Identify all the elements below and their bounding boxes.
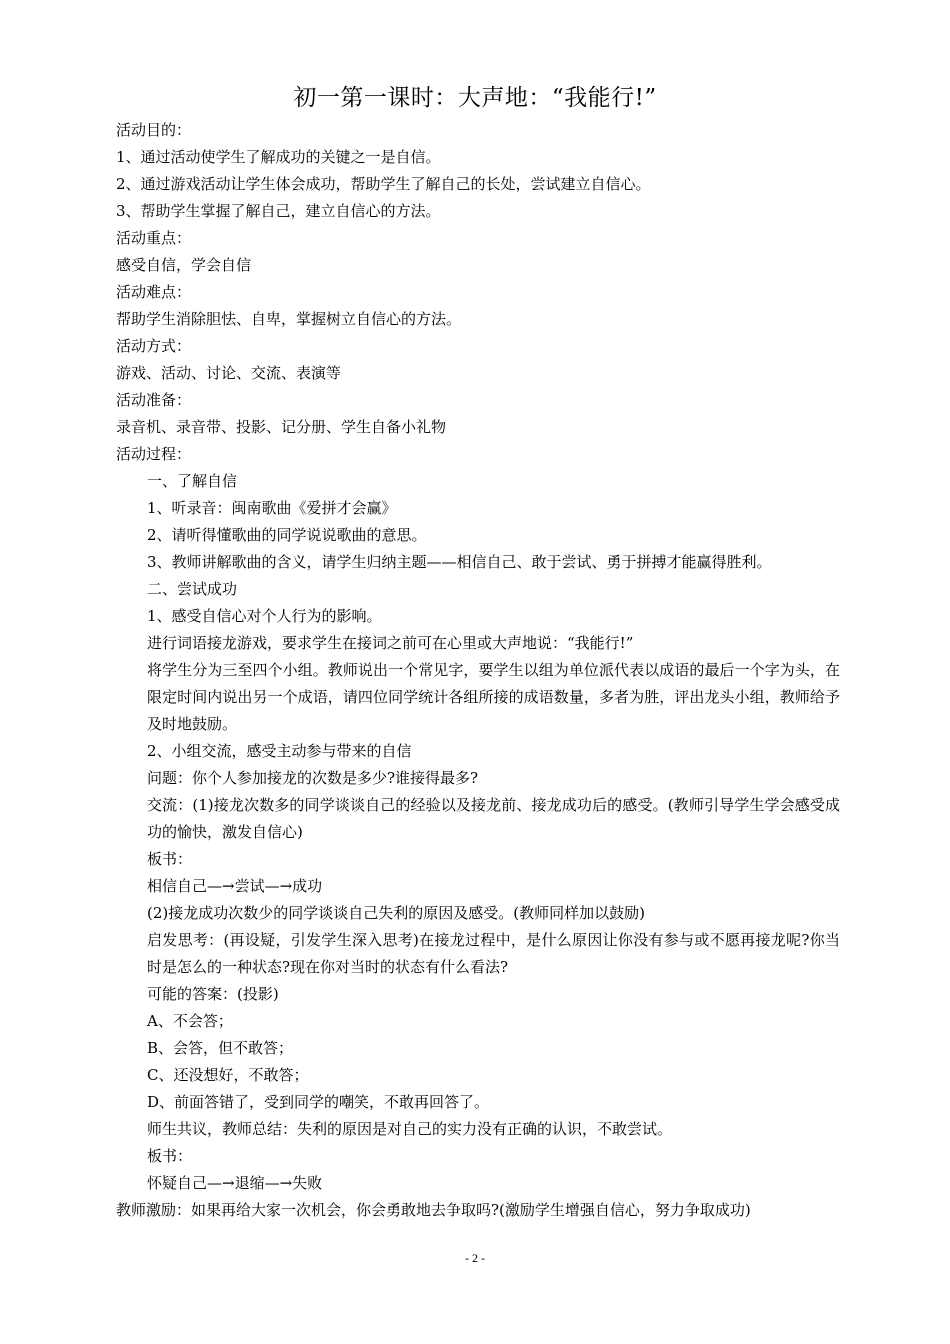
paragraph: 游戏、活动、讨论、交流、表演等 bbox=[116, 364, 342, 382]
paragraph: 活动准备： bbox=[116, 391, 192, 409]
paragraph: 交流：(1)接龙次数多的同学谈谈自己的经验以及接龙前、接龙成功后的感受。(教师引导学生学会感受成功的愉快，激发自信心) bbox=[147, 796, 840, 841]
paragraph: 1、听录音：闽南歌曲《爱拼才会赢》 bbox=[147, 499, 397, 517]
paragraph: 2、请听得懂歌曲的同学说说歌曲的意思。 bbox=[147, 526, 427, 544]
paragraph: 1、通过活动使学生了解成功的关键之一是自信。 bbox=[116, 148, 441, 166]
paragraph: 二、尝试成功 bbox=[147, 580, 238, 598]
paragraph: 进行词语接龙游戏，要求学生在接词之前可在心里或大声地说：“我能行!” bbox=[147, 634, 634, 652]
paragraph: 教师激励：如果再给大家一次机会，你会勇敢地去争取吗?(激励学生增强自信心，努力争取成功) bbox=[116, 1201, 751, 1219]
paragraph: 活动难点： bbox=[116, 283, 192, 301]
paragraph: 活动方式： bbox=[116, 337, 192, 355]
paragraph: 2、小组交流，感受主动参与带来的自信 bbox=[147, 742, 412, 760]
paragraph: 3、帮助学生掌握了解自己，建立自信心的方法。 bbox=[116, 202, 441, 220]
paragraph: 将学生分为三至四个小组。教师说出一个常见字，要学生以组为单位派代表以成语的最后一个字为头，在限定时间内说出另一个成语，请四位同学统计各组所接的成语数量，多者为胜，评出龙头小组，教师给予及时地鼓励。 bbox=[147, 661, 840, 733]
paragraph: A、不会答； bbox=[147, 1012, 233, 1030]
paragraph: 感受自信，学会自信 bbox=[116, 256, 252, 274]
document-body bbox=[116, 117, 840, 1224]
paragraph: 板书： bbox=[147, 850, 193, 868]
paragraph: 活动过程： bbox=[116, 445, 192, 463]
paragraph: 录音机、录音带、投影、记分册、学生自备小礼物 bbox=[116, 418, 447, 436]
page-number: - 2 - bbox=[465, 1251, 485, 1265]
paragraph: 可能的答案：(投影) bbox=[147, 985, 279, 1003]
paragraph: 帮助学生消除胆怯、自卑，掌握树立自信心的方法。 bbox=[116, 310, 462, 328]
page-title: 初一第一课时：大声地：“我能行!” bbox=[293, 85, 657, 111]
paragraph: 启发思考：(再设疑，引发学生深入思考)在接龙过程中，是什么原因让你没有参与或不愿再接龙呢?你当时是怎么的一种状态?现在你对当时的状态有什么看法? bbox=[147, 931, 840, 976]
paragraph: 相信自己—→尝试—→成功 bbox=[147, 877, 323, 895]
paragraph: 2、通过游戏活动让学生体会成功，帮助学生了解自己的长处，尝试建立自信心。 bbox=[116, 175, 651, 193]
paragraph: 师生共议，教师总结：失利的原因是对自己的实力没有正确的认识，不敢尝试。 bbox=[147, 1120, 673, 1138]
paragraph: 3、教师讲解歌曲的含义，请学生归纳主题——相信自己、敢于尝试、勇于拼搏才能赢得胜利。 bbox=[147, 553, 772, 571]
paragraph: 板书： bbox=[147, 1147, 193, 1165]
paragraph: (2)接龙成功次数少的同学谈谈自己失利的原因及感受。(教师同样加以鼓励) bbox=[147, 904, 645, 922]
paragraph: C、还没想好，不敢答； bbox=[147, 1066, 309, 1084]
paragraph: D、前面答错了，受到同学的嘲笑，不敢再回答了。 bbox=[147, 1093, 490, 1111]
paragraph: 活动目的： bbox=[116, 121, 192, 139]
paragraph: B、会答，但不敢答； bbox=[147, 1039, 294, 1057]
paragraph: 问题：你个人参加接龙的次数是多少?谁接得最多? bbox=[147, 769, 479, 787]
paragraph: 一、了解自信 bbox=[147, 472, 238, 490]
paragraph: 怀疑自己—→退缩—→失败 bbox=[147, 1174, 323, 1192]
paragraph: 活动重点： bbox=[116, 229, 192, 247]
paragraph: 1、感受自信心对个人行为的影响。 bbox=[147, 607, 382, 625]
